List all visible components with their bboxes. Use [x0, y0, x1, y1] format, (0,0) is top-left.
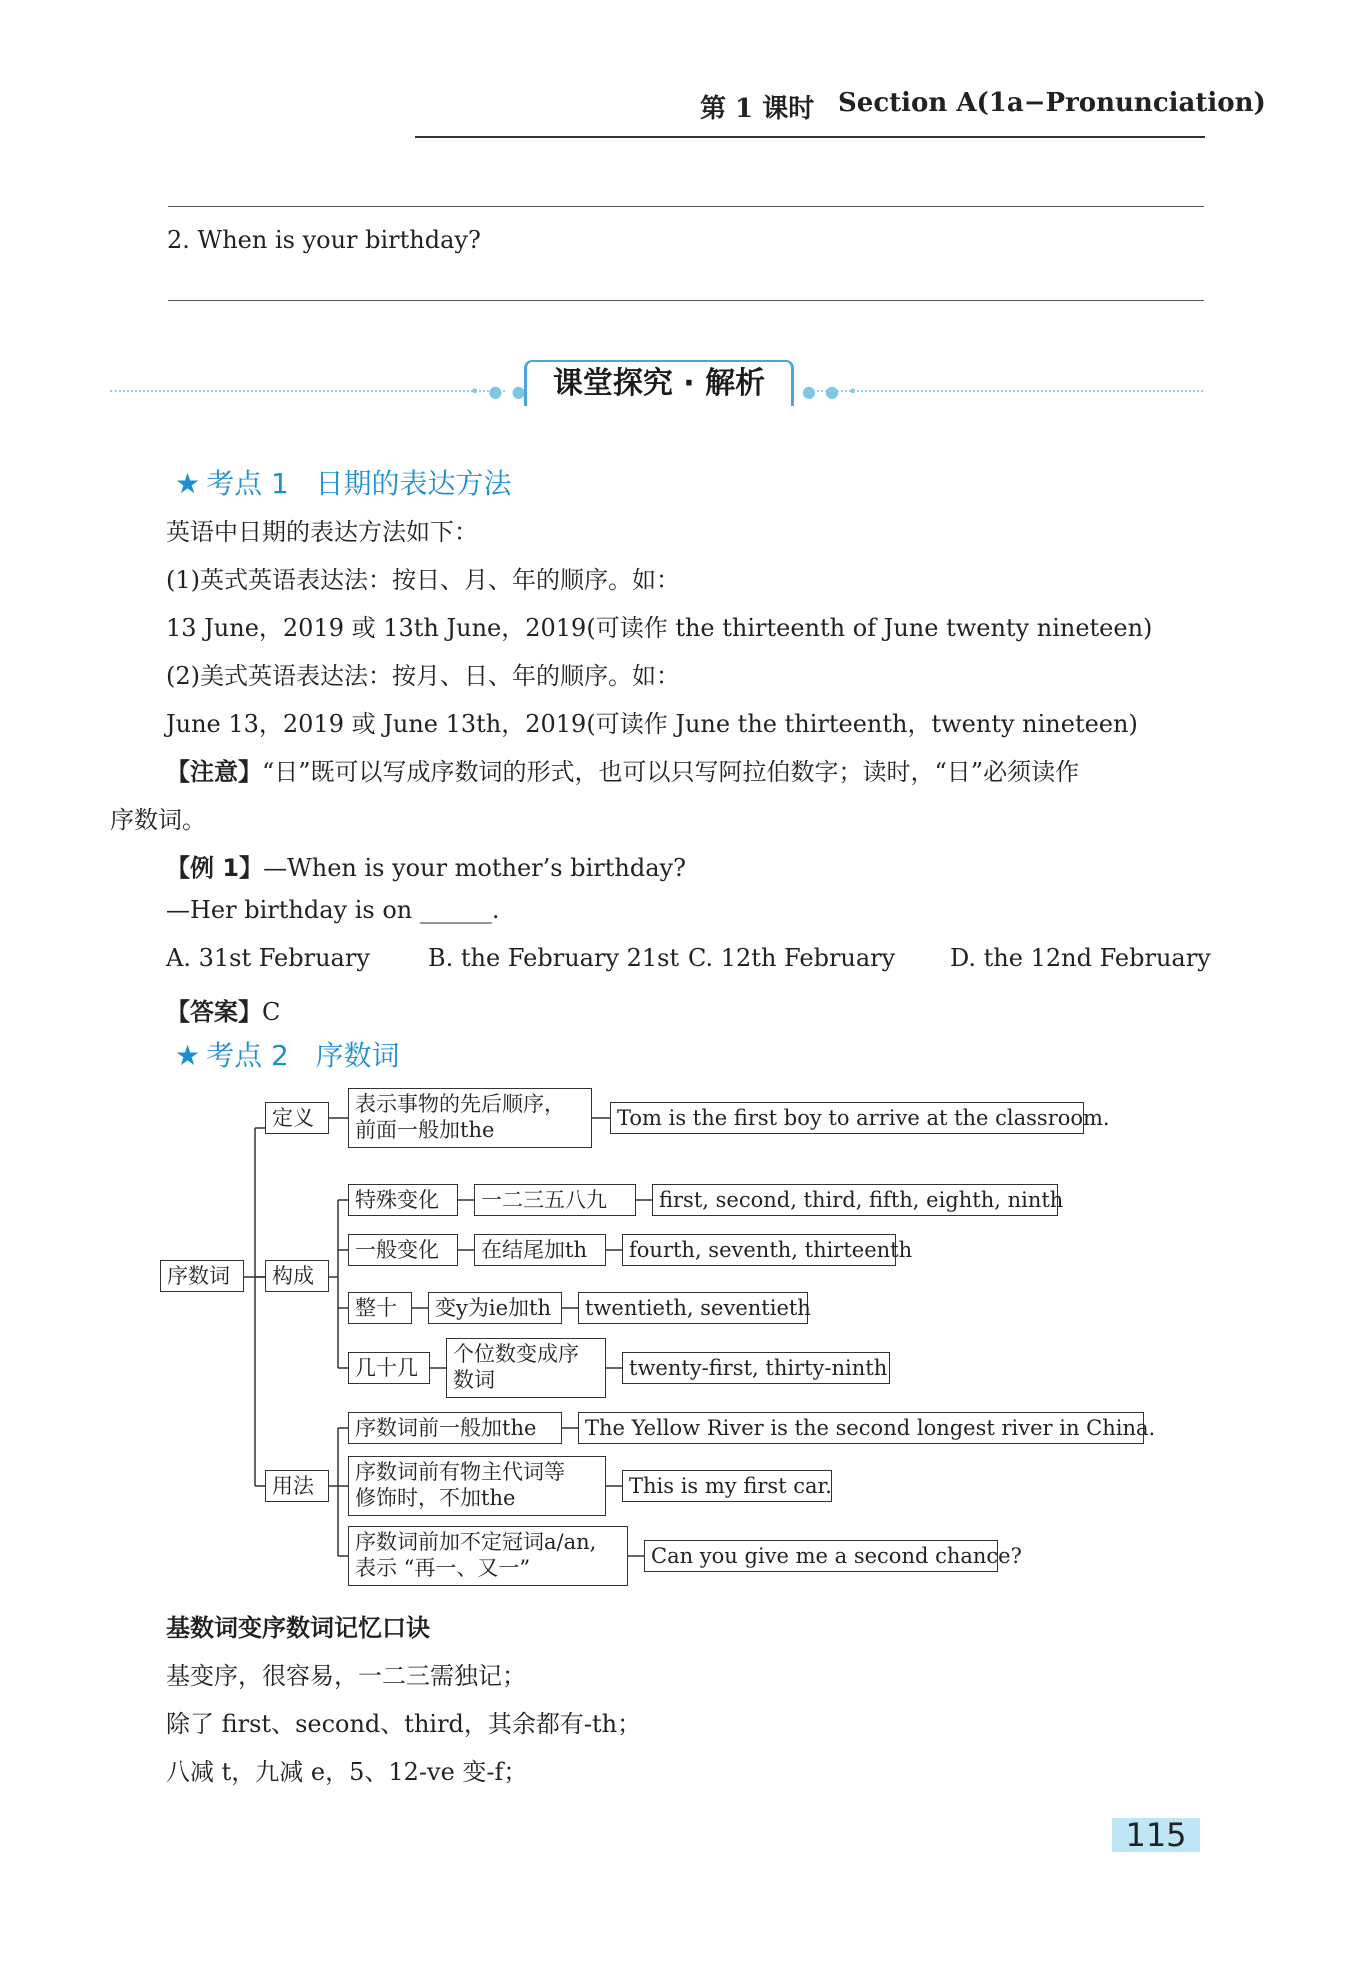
- example-tag: 【例 1】: [166, 854, 264, 882]
- special-rule-box: 一二三五八九: [474, 1184, 636, 1216]
- kp1-us-rule: (2)美式英语表达法：按月、日、年的顺序。如：: [166, 662, 680, 690]
- banner-dots-right: ● ● •: [802, 382, 860, 401]
- example-1-question: [166, 848, 686, 883]
- tens-box: 整十: [348, 1292, 412, 1324]
- kp1-note-cont: 序数词。: [110, 806, 206, 834]
- definition-desc-box: [348, 1088, 592, 1148]
- general-change-box: 一般变化: [348, 1234, 458, 1266]
- question-2: 2. When is your birthday?: [167, 226, 481, 254]
- mnemonic-line-3: 八减 t，九减 e，5、12-ve 变-f；: [166, 1758, 528, 1786]
- general-examples-box: fourth, seventh, thirteenth: [622, 1234, 896, 1266]
- option-b: B. the February 21st: [428, 944, 680, 972]
- diagram-connectors: [150, 1080, 1170, 1600]
- special-examples-box: first, second, third, fifth, eighth, ninth: [652, 1184, 1058, 1216]
- banner-divider-left: [110, 390, 505, 392]
- usage-the-example-box: The Yellow River is the second longest river in China.: [578, 1412, 1144, 1444]
- key-point-1-title: 日期的表达方法: [315, 467, 512, 500]
- key-point-2-heading: [175, 1034, 400, 1074]
- definition-desc-line1: 表示事物的先后顺序，: [355, 1092, 565, 1116]
- answer-value: C: [262, 998, 281, 1026]
- banner-title: 课堂探究 · 解析: [552, 366, 766, 401]
- star-icon: ★: [175, 467, 201, 500]
- option-d: D. the 12nd February: [950, 944, 1211, 972]
- example-1-answer-blank: —Her birthday is on ______.: [166, 896, 500, 924]
- mnemonic-title: 基数词变序数词记忆口诀: [166, 1614, 430, 1642]
- section-banner: [524, 360, 794, 406]
- note-tag: 【注意】: [166, 758, 262, 786]
- usage-possessive-line2: 修饰时，不加the: [355, 1486, 516, 1510]
- compound-rule-line1: 个位数变成序: [453, 1342, 579, 1366]
- option-a: A. 31st February: [166, 944, 370, 972]
- answer-tag: 【答案】: [166, 998, 262, 1026]
- root-box: 序数词: [160, 1260, 244, 1292]
- kp1-uk-example: 13 June，2019 或 13th June，2019(可读作 the thirteenth of June twenty nineteen): [166, 614, 1153, 642]
- compound-rule-line2: 数词: [453, 1368, 495, 1392]
- usage-possessive-example-box: This is my first car.: [622, 1470, 832, 1502]
- compound-box: 几十几: [348, 1352, 430, 1384]
- usage-article-line1: 序数词前加不定冠词a/an,: [355, 1530, 597, 1554]
- compound-rule-box: [446, 1338, 606, 1398]
- kp1-us-example: June 13，2019 或 June 13th，2019(可读作 June the thirteenth，twenty nineteen): [166, 710, 1138, 738]
- banner-dots-left: • ● ●: [470, 382, 528, 401]
- kp1-note: [166, 752, 1079, 787]
- ordinal-number-diagram: [150, 1080, 1170, 1600]
- usage-the-box: 序数词前一般加the: [348, 1412, 562, 1444]
- definition-box: 定义: [265, 1102, 329, 1134]
- key-point-2-title: 序数词: [315, 1039, 400, 1072]
- answer-line: [168, 300, 1204, 301]
- star-icon: ★: [175, 1039, 201, 1072]
- section-title: Section A(1a−Pronunciation): [838, 88, 1266, 118]
- general-rule-box: 在结尾加th: [474, 1234, 606, 1266]
- key-point-2-label: 考点 2: [206, 1039, 289, 1072]
- option-c: C. 12th February: [688, 944, 896, 972]
- usage-possessive-box: [348, 1456, 606, 1516]
- kp1-intro: 英语中日期的表达方法如下：: [166, 518, 478, 546]
- page-number: 115: [1112, 1818, 1200, 1852]
- mnemonic-line-1: 基变序，很容易，一二三需独记；: [166, 1662, 526, 1690]
- lesson-label: 第 1 课时: [700, 94, 815, 124]
- usage-article-line2: 表示 “再一、又一”: [355, 1556, 531, 1580]
- mnemonic-line-2: 除了 first、second、third，其余都有-th；: [166, 1710, 642, 1738]
- banner-divider-right: [808, 390, 1203, 392]
- key-point-1-heading: [175, 462, 512, 502]
- key-point-1-label: 考点 1: [206, 467, 289, 500]
- tens-examples-box: twentieth, seventieth: [578, 1292, 808, 1324]
- answer-line-text: [166, 992, 280, 1027]
- definition-desc-line2: 前面一般加the: [355, 1118, 495, 1142]
- usage-box: 用法: [265, 1470, 329, 1502]
- kp1-uk-rule: (1)英式英语表达法：按日、月、年的顺序。如：: [166, 566, 680, 594]
- example-question: —When is your mother’s birthday?: [263, 854, 686, 882]
- definition-example-box: Tom is the first boy to arrive at the classroom.: [610, 1102, 1084, 1134]
- answer-line: [168, 206, 1204, 207]
- note-text: “日”既可以写成序数词的形式，也可以只写阿拉伯数字；读时，“日”必须读作: [262, 758, 1080, 786]
- tens-rule-box: 变y为ie加th: [428, 1292, 562, 1324]
- header-rule: [415, 136, 1205, 138]
- formation-box: 构成: [265, 1260, 329, 1292]
- usage-possessive-line1: 序数词前有物主代词等: [355, 1460, 565, 1484]
- usage-article-box: [348, 1526, 628, 1586]
- compound-examples-box: twenty-first, thirty-ninth: [622, 1352, 890, 1384]
- usage-article-example-box: Can you give me a second chance?: [644, 1540, 998, 1572]
- special-change-box: 特殊变化: [348, 1184, 458, 1216]
